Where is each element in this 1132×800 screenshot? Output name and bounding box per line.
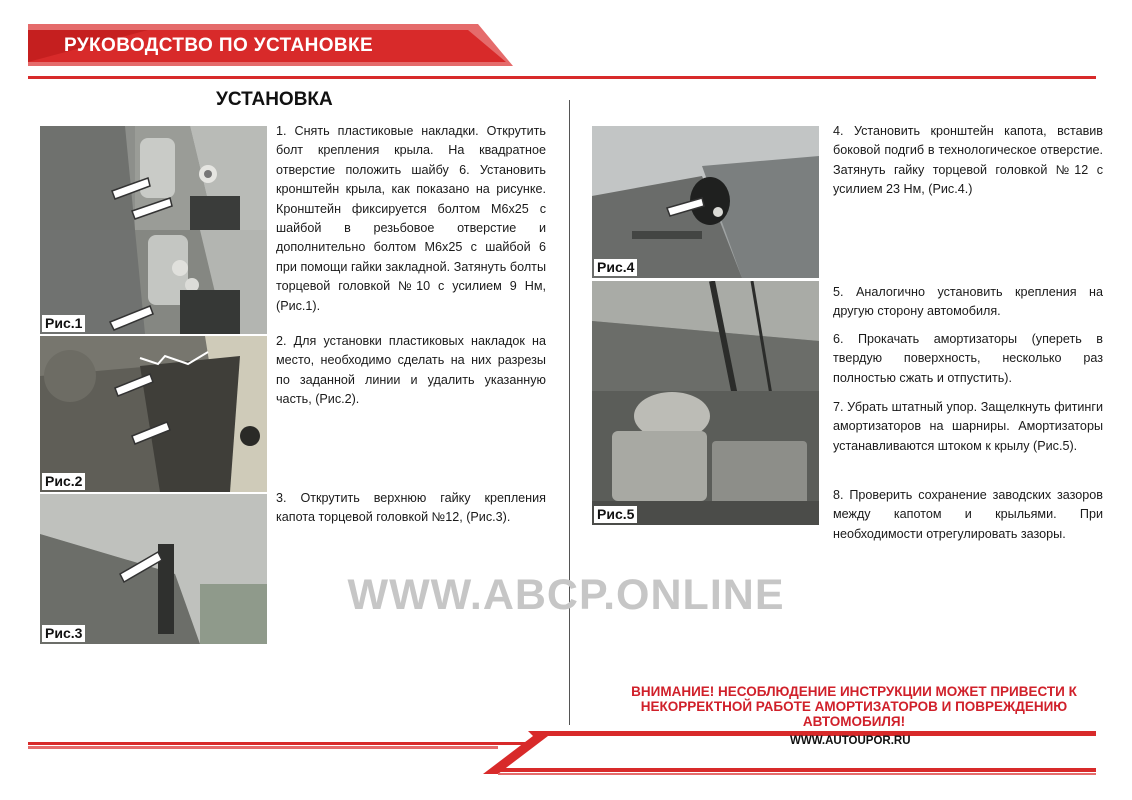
header-rule	[28, 76, 1096, 79]
figure-4-image	[592, 126, 819, 278]
page-header-title: РУКОВОДСТВО ПО УСТАНОВКЕ	[64, 35, 374, 56]
footer-url[interactable]: WWW.AUTOUPOR.RU	[790, 735, 911, 747]
figure-5-label: Рис.5	[594, 506, 637, 523]
figure-2-image	[40, 336, 267, 492]
step-3-text: 3. Открутить верхнюю гайку крепления капота торцевой головкой №12, (Рис.3).	[276, 491, 546, 525]
figure-3-image	[40, 494, 267, 644]
column-divider	[569, 100, 570, 725]
watermark-text: WWW.ABCP.ONLINE	[347, 571, 785, 619]
figure-5-photo	[592, 281, 819, 525]
figure-4-label: Рис.4	[594, 259, 637, 276]
figure-5-image	[592, 281, 819, 525]
figure-4-photo	[592, 126, 819, 278]
step-1-text: 1. Снять пластиковые накладки. Открутить болт крепления крыла. На квадратное отверстие положить шайбу 6. Установить кронштейн крыла, как показано на рисунке. Кронштейн фиксируется болтом М6х25 с шайбой в резьбовое отверстие и дополнительно болтом М6х25 с шайбой 6 при помощи гайки закладной. Затянуть болты торцевой головкой №10 с усилием 9 Нм, (Рис.1).	[276, 124, 546, 313]
step-7-text: 7. Убрать штатный упор. Защелкнуть фитинги амортизаторов на шарниры. Амортизаторы устанавливаются штоком к крылу (Рис.5).	[833, 400, 1103, 453]
figure-3-photo	[40, 494, 267, 644]
footer-banner	[28, 728, 1096, 778]
figure-2-photo	[40, 336, 267, 492]
step-4-text: 4. Установить кронштейн капота, вставив боковой подгиб в технологическое отверстие. Затянуть гайку торцевой головкой №12 с усилием 23 Нм, (Рис.4.)	[833, 124, 1103, 197]
figure-1-photo-top	[40, 126, 267, 230]
step-8-text: 8. Проверить сохранение заводских зазоров между капотом и крыльями. При необходимости отрегулировать зазоры.	[833, 488, 1103, 541]
figure-2-label: Рис.2	[42, 473, 85, 490]
step-2-text: 2. Для установки пластиковых накладок на место, необходимо сделать на них разрезы по заданной линии и удалить указанную часть, (Рис.2).	[276, 334, 546, 407]
step-5-text: 5. Аналогично установить крепления на другую сторону автомобиля.	[833, 285, 1103, 319]
figure-3-label: Рис.3	[42, 625, 85, 642]
figure-1-top-image	[40, 126, 267, 230]
warning-text: ВНИМАНИЕ! НЕСОБЛЮДЕНИЕ ИНСТРУКЦИИ МОЖЕТ ПРИВЕСТИ К НЕКОРРЕКТНОЙ РАБОТЕ АМОРТИЗАТОРОВ И ПОВРЕЖДЕНИЮ АВТОМОБИЛЯ!	[631, 684, 1077, 729]
step-6-text: 6. Прокачать амортизаторы (упереть в твердую поверхность, несколько раз полностью сжать и отпустить).	[833, 332, 1103, 385]
figure-1-photo-bottom	[40, 230, 267, 334]
figure-1-label: Рис.1	[42, 315, 85, 332]
section-title: УСТАНОВКА	[216, 89, 333, 110]
